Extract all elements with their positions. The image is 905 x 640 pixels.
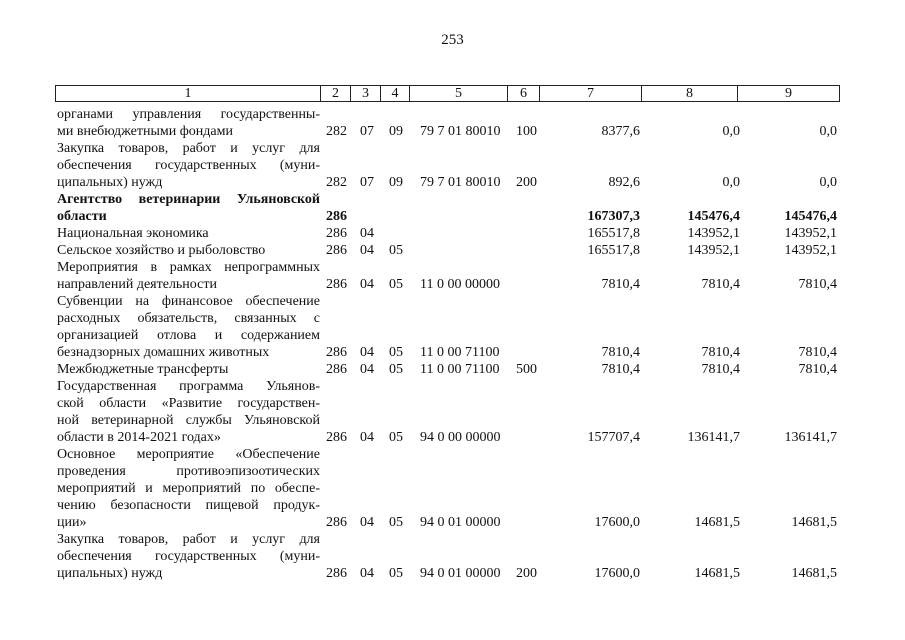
row-name-line: ципальных) нужд — [57, 566, 163, 581]
cell-target: 94 0 01 00000 — [420, 566, 501, 581]
cell-code: 286 — [326, 566, 347, 581]
row-name — [57, 242, 320, 259]
row-name-line: ципальных) нужд — [57, 175, 163, 190]
cell-v2021: 143952,1 — [784, 226, 837, 241]
table-row — [0, 446, 905, 531]
column-header-8: 8 — [642, 86, 738, 102]
cell-v2021: 7810,4 — [798, 277, 837, 292]
table-row — [0, 191, 905, 225]
row-name-line: органами управления государственны- — [57, 107, 320, 122]
row-name-line: направлений деятельности — [57, 277, 217, 292]
row-name-line: Субвенции на финансовое обеспечение — [57, 294, 320, 309]
row-name — [57, 106, 320, 140]
cell-section: 04 — [360, 226, 374, 241]
cell-section: 04 — [360, 430, 374, 445]
row-name-line: области — [57, 209, 107, 224]
column-header-5: 5 — [410, 86, 508, 102]
budget-rows — [0, 106, 905, 582]
cell-v2021: 136141,7 — [784, 430, 837, 445]
cell-code: 286 — [326, 430, 347, 445]
cell-v2020: 136141,7 — [687, 430, 740, 445]
cell-target: 11 0 00 71100 — [420, 362, 500, 377]
cell-type: 500 — [516, 362, 537, 377]
column-header-3: 3 — [351, 86, 381, 102]
column-header-table — [55, 85, 840, 102]
cell-section: 07 — [360, 175, 374, 190]
cell-v2019: 17600,0 — [594, 515, 640, 530]
row-name-line: Закупка товаров, работ и услуг для — [57, 532, 320, 547]
row-name-line: Межбюджетные трансферты — [57, 362, 229, 377]
cell-target: 79 7 01 80010 — [420, 124, 501, 139]
row-name-line: мероприятий и мероприятий по обеспе- — [57, 481, 320, 496]
cell-v2019: 17600,0 — [594, 566, 640, 581]
cell-v2020: 0,0 — [722, 124, 740, 139]
cell-v2019: 8377,6 — [601, 124, 640, 139]
row-name — [57, 225, 320, 242]
cell-type: 200 — [516, 175, 537, 190]
cell-v2019: 892,6 — [608, 175, 640, 190]
cell-section: 04 — [360, 515, 374, 530]
row-name-line: безнадзорных домашних животных — [57, 345, 270, 360]
cell-v2021: 0,0 — [819, 124, 837, 139]
cell-code: 286 — [326, 515, 347, 530]
row-name-line: проведения противоэпизоотических — [57, 464, 320, 479]
cell-v2020: 143952,1 — [687, 226, 740, 241]
row-name — [57, 531, 320, 582]
row-name-line: обеспечения государственных (муни- — [57, 158, 320, 173]
cell-v2020: 7810,4 — [701, 277, 740, 292]
cell-code: 282 — [326, 175, 347, 190]
cell-v2019: 7810,4 — [601, 362, 640, 377]
row-name-line: ции» — [57, 515, 87, 530]
row-name-line: расходных обязательств, связанных с — [57, 311, 320, 326]
table-row — [0, 531, 905, 582]
cell-subsection: 09 — [389, 124, 403, 139]
cell-v2020: 0,0 — [722, 175, 740, 190]
cell-v2021: 0,0 — [819, 175, 837, 190]
cell-target: 79 7 01 80010 — [420, 175, 501, 190]
table-row — [0, 106, 905, 140]
cell-v2019: 167307,3 — [587, 209, 640, 224]
cell-subsection: 05 — [389, 243, 403, 258]
cell-section: 04 — [360, 345, 374, 360]
cell-subsection: 05 — [389, 566, 403, 581]
column-header-4: 4 — [381, 86, 410, 102]
cell-v2019: 165517,8 — [587, 243, 640, 258]
table-row — [0, 140, 905, 191]
cell-code: 286 — [326, 362, 347, 377]
column-header-6: 6 — [508, 86, 540, 102]
row-name-line: Государственная программа Ульянов- — [57, 379, 320, 394]
cell-target: 11 0 00 71100 — [420, 345, 500, 360]
row-name-line: Сельское хозяйство и рыболовство — [57, 243, 266, 258]
cell-subsection: 05 — [389, 345, 403, 360]
cell-section: 04 — [360, 243, 374, 258]
cell-v2020: 14681,5 — [694, 566, 740, 581]
cell-v2021: 14681,5 — [791, 566, 837, 581]
cell-section: 04 — [360, 362, 374, 377]
table-row — [0, 361, 905, 378]
row-name — [57, 140, 320, 191]
cell-v2020: 7810,4 — [701, 345, 740, 360]
cell-v2020: 145476,4 — [687, 209, 740, 224]
cell-section: 07 — [360, 124, 374, 139]
row-name — [57, 191, 320, 225]
cell-section: 04 — [360, 566, 374, 581]
cell-code: 282 — [326, 124, 347, 139]
cell-subsection: 05 — [389, 277, 403, 292]
table-row — [0, 259, 905, 293]
cell-v2019: 7810,4 — [601, 277, 640, 292]
row-name-line: организацией отлова и содержанием — [57, 328, 320, 343]
table-row — [0, 378, 905, 446]
row-name-line: обеспечения государственных (муни- — [57, 549, 320, 564]
row-name-line: Агентство ветеринарии Ульяновской — [57, 192, 320, 207]
column-header-9: 9 — [738, 86, 840, 102]
cell-subsection: 05 — [389, 430, 403, 445]
row-name-line: Основное мероприятие «Обеспечение — [57, 447, 320, 462]
cell-v2020: 143952,1 — [687, 243, 740, 258]
row-name-line: ной ветеринарной службы Ульяновской — [57, 413, 320, 428]
cell-v2021: 7810,4 — [798, 345, 837, 360]
cell-section: 04 — [360, 277, 374, 292]
row-name-line: Национальная экономика — [57, 226, 209, 241]
cell-v2021: 145476,4 — [784, 209, 837, 224]
cell-type: 200 — [516, 566, 537, 581]
row-name-line: чению безопасности пищевой продук- — [57, 498, 320, 513]
table-row — [0, 293, 905, 361]
cell-target: 94 0 00 00000 — [420, 430, 501, 445]
row-name — [57, 378, 320, 446]
cell-code: 286 — [326, 345, 347, 360]
row-name — [57, 259, 320, 293]
cell-subsection: 05 — [389, 515, 403, 530]
row-name-line: Закупка товаров, работ и услуг для — [57, 141, 320, 156]
cell-target: 94 0 01 00000 — [420, 515, 501, 530]
column-header-1: 1 — [56, 86, 321, 102]
row-name — [57, 361, 320, 378]
cell-type: 100 — [516, 124, 537, 139]
table-row — [0, 225, 905, 242]
cell-v2019: 157707,4 — [587, 430, 640, 445]
row-name-line: ми внебюджетными фондами — [57, 124, 233, 139]
table-row — [0, 242, 905, 259]
cell-v2020: 7810,4 — [701, 362, 740, 377]
cell-code: 286 — [326, 226, 347, 241]
cell-subsection: 09 — [389, 175, 403, 190]
row-name-line: Мероприятия в рамках непрограммных — [57, 260, 320, 275]
row-name — [57, 446, 320, 531]
row-name-line: ской области «Развитие государствен- — [57, 396, 320, 411]
cell-code: 286 — [326, 243, 347, 258]
cell-code: 286 — [326, 209, 347, 224]
cell-v2019: 7810,4 — [601, 345, 640, 360]
cell-code: 286 — [326, 277, 347, 292]
row-name — [57, 293, 320, 361]
cell-v2021: 14681,5 — [791, 515, 837, 530]
column-header-7: 7 — [540, 86, 642, 102]
page-number: 253 — [441, 32, 464, 48]
cell-subsection: 05 — [389, 362, 403, 377]
cell-v2021: 143952,1 — [784, 243, 837, 258]
header-row — [56, 86, 840, 102]
row-name-line: области в 2014-2021 годах» — [57, 430, 221, 445]
cell-v2021: 7810,4 — [798, 362, 837, 377]
cell-v2020: 14681,5 — [694, 515, 740, 530]
cell-v2019: 165517,8 — [587, 226, 640, 241]
column-header-2: 2 — [321, 86, 351, 102]
cell-target: 11 0 00 00000 — [420, 277, 500, 292]
